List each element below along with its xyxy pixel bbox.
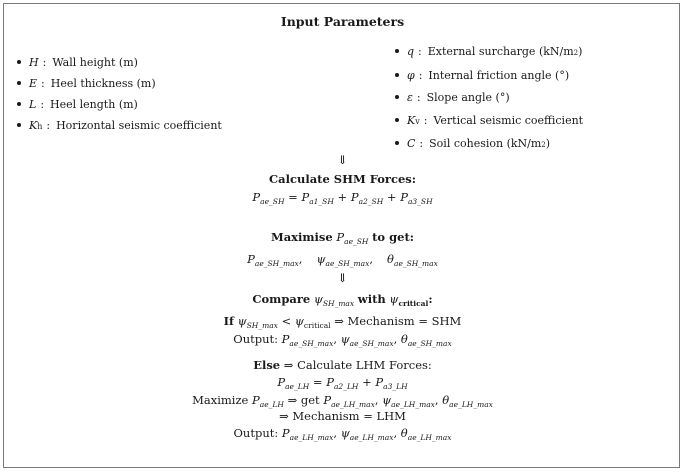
bullet-icon <box>17 102 21 106</box>
lhm-mechanism: ⇒ Mechanism = LHM <box>279 409 406 423</box>
diagram-title: Input Parameters <box>280 14 405 29</box>
parameter-item: K v : Vertical seismic coefficient <box>395 110 583 134</box>
bullet-icon <box>395 118 399 122</box>
parameter-symbol: ε <box>407 91 413 104</box>
parameter-description: Internal friction angle (°) <box>428 68 570 82</box>
parameter-description: Slope angle (°) <box>426 91 510 104</box>
parameter-superscript: 2 <box>541 141 546 149</box>
parameter-symbol: φ <box>407 68 415 82</box>
parameter-item: H : Wall height (m) <box>17 52 222 73</box>
parameter-item: K h : Horizontal seismic coefficient <box>17 115 222 137</box>
if-condition: If $\psi_{SH\_max} < \psi_{critical}$ ⇒ Mechanism = SHM <box>223 314 462 330</box>
parameter-superscript: 2 <box>573 49 579 57</box>
parameter-description: Wall height (m) <box>52 56 138 69</box>
left-parameter-list <box>17 52 222 137</box>
bullet-icon <box>395 73 399 77</box>
bullet-icon <box>395 141 399 145</box>
parameter-item: E : Heel thickness (m) <box>17 73 222 94</box>
parameter-description: Vertical seismic coefficient <box>433 113 584 127</box>
parameter-symbol: K <box>407 113 416 127</box>
if-output: Output: $P_{ae\_SH\_max}$, $\psi_{ae\_SH\_max}$, $\theta_{ae\_SH\_max}$ <box>233 332 452 348</box>
flow-arrow-2: ⇓ <box>337 271 348 285</box>
bullet-icon <box>395 49 399 53</box>
lhm-output: Output: $P_{ae\_LH\_max}$, $\psi_{ae\_LH\_max}$, $\theta_{ae\_LH\_max}$ <box>233 426 452 442</box>
parameter-description: Horizontal seismic coefficient <box>56 119 222 132</box>
parameter-item: φ : Internal friction angle (°) <box>395 65 583 88</box>
parameter-description: Soil cohesion (kN/m <box>429 137 542 150</box>
bullet-icon <box>17 60 21 64</box>
parameter-symbol: C <box>407 137 416 150</box>
parameter-subscript: v <box>415 116 420 126</box>
compare-heading: Compare $\psi_{SH\_max}$ with $\psi_{critical}$: <box>252 292 433 308</box>
lhm-equation: $P_{ae\_LH} = P_{a2\_LH} + P_{a3\_LH}$ <box>277 375 408 391</box>
parameter-description: External surcharge (kN/m <box>427 45 574 58</box>
parameter-item: q : External surcharge (kN/m 2 ) <box>395 41 583 65</box>
parameter-symbol: K <box>29 119 38 132</box>
maximise-heading: Maximise $P_{ae\_SH}$ to get: <box>270 230 415 246</box>
bullet-icon <box>17 81 21 85</box>
maximise-results: $P_{ae\_SH\_max}$, $\psi_{ae\_SH\_max}$, $\theta_{ae\_SH\_max}$ <box>247 252 438 268</box>
flow-arrow-1: ⇓ <box>337 153 348 167</box>
parameter-tail: ) <box>578 45 583 58</box>
parameter-item: C : Soil cohesion (kN/m 2 ) <box>395 133 583 157</box>
parameter-symbol: L <box>29 98 37 111</box>
right-parameter-list <box>395 41 583 157</box>
parameter-symbol: q <box>407 45 415 58</box>
parameter-description: Heel length (m) <box>50 98 138 111</box>
parameter-symbol: H <box>29 56 39 69</box>
parameter-subscript: h <box>37 122 43 131</box>
lhm-maximize: Maximize $P_{ae\_LH}$ ⇒ get $P_{ae\_LH\_max}$, $\psi_{ae\_LH\_max}$, $\theta_{ae\_LH\_max}$ <box>192 393 493 409</box>
parameter-description: Heel thickness (m) <box>50 77 156 90</box>
parameter-tail: ) <box>545 137 551 150</box>
bullet-icon <box>17 123 21 127</box>
else-heading: Else ⇒ Calculate LHM Forces: <box>253 358 432 372</box>
parameter-item: L : Heel length (m) <box>17 94 222 115</box>
bullet-icon <box>395 95 399 99</box>
shm-equation: $P_{ae\_SH} = P_{a1\_SH} + P_{a2\_SH} + P_{a3\_SH}$ <box>252 190 433 206</box>
parameter-symbol: E <box>29 77 38 90</box>
parameter-item: ε : Slope angle (°) <box>395 87 583 110</box>
shm-heading: Calculate SHM Forces: <box>269 172 416 186</box>
